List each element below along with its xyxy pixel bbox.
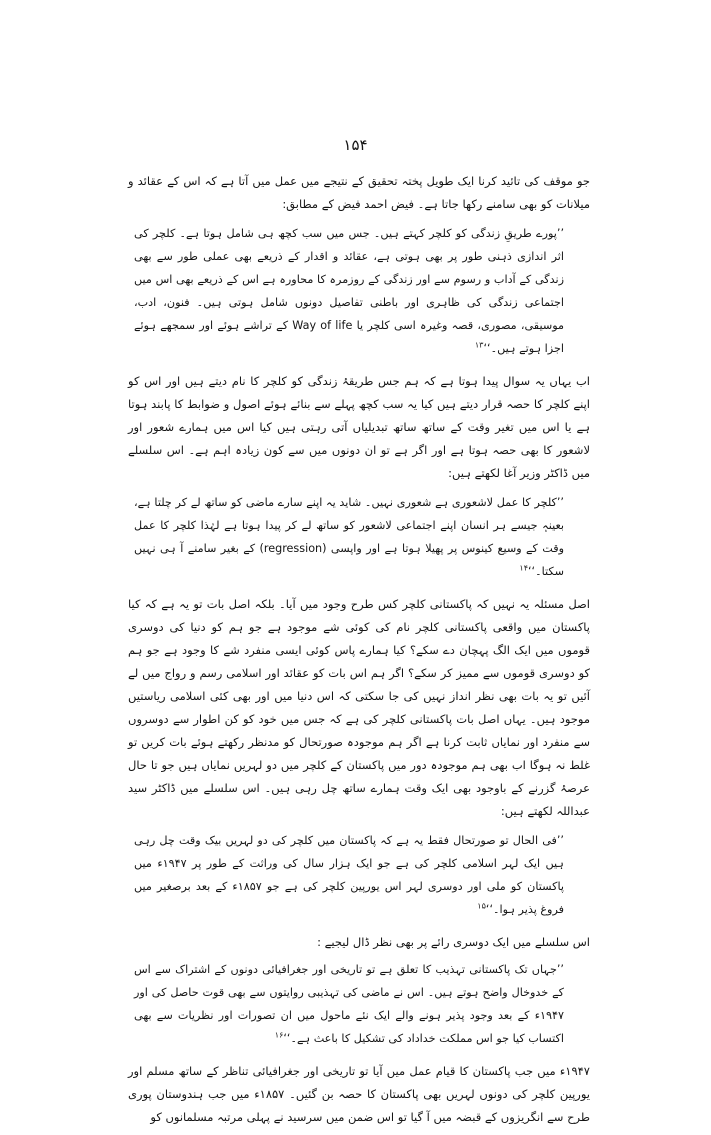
- paragraph-text: ’’جہاں تک پاکستانی تہذیب کا تعلق ہے تو تاریخی اور جغرافیائی دونوں کے اشتراک سے اس کے خدوخال واضح ہوتے ہیں۔ اس نے ماضی کی تہذیبی روایتوں سے بھی قوت حاصل کی اور ۱۹۴۷ء کے بعد وجود پذیر ہونے والے ایک نئے ماحول میں ان تصورات اور نظریات سے بھی اکتساب کیا جو اس مملکت خداداد کی تشکیل کا باعث ہے۔‘‘: [134, 963, 564, 1045]
- block-quote: [134, 829, 564, 921]
- paragraph: [128, 593, 590, 823]
- paragraph-text: اب یہاں یہ سوال پیدا ہوتا ہے کہ ہم جس طریقۂ زندگی کو کلچر کا نام دیتے ہیں اور اس کو اپنے کلچر کا حصہ قرار دیتے ہیں کیا یہ سب کچھ پہلے سے بنائے ہوئے اصول و ضوابط کا پابند ہوتا ہے یا اس میں تغیر وقت کے ساتھ ساتھ تبدیلیاں آتی رہتی ہیں کیا اس میں ہمارے شعور اور لاشعور کا بھی حصہ ہوتا ہے اور اگر ہے تو ان دونوں میں سے کون زیادہ اہم ہے۔ اس سلسلے میں ڈاکٹر وزیر آغا لکھتے ہیں:: [128, 374, 590, 480]
- footnote-reference: ۱۶: [274, 1030, 284, 1040]
- footnote-reference: ۱۴: [519, 563, 528, 573]
- block-quote: [134, 958, 564, 1050]
- block-quote: [134, 222, 564, 360]
- paragraph-text: ’’پورے طریقِ زندگی کو کلچر کہتے ہیں۔ جس میں سب کچھ ہی شامل ہوتا ہے۔ کلچر کی اثر اندازی ذہنی طور پر بھی ہوتی ہے، عقائد و اقدار کے ذریعے بھی عملی طور سے بھی زندگی کے آداب و رسوم سے اور زندگی کے روزمرہ کا محاورہ ہے اس کے ذریعے بھی اس میں اجتماعی زندگی کی ظاہری اور باطنی تفاصیل دونوں شامل ہوتی ہیں۔ فنون، ادب، موسیقی، مصوری، قصہ وغیرہ اسی کلچر یا Way of life کے تراشے ہوئے اور سمجھے ہوئے اجزا ہوتے ہیں۔‘‘: [134, 227, 564, 355]
- paragraph-text: اصل مسئلہ یہ نہیں کہ پاکستانی کلچر کس طرح وجود میں آیا۔ بلکہ اصل بات تو یہ ہے کہ کیا پاکستان میں واقعی پاکستانی کلچر نام کی کوئی شے موجود ہے جو ہم کو دنیا کی دوسری قوموں میں ایک الگ پہچان دے سکے؟ کیا ہمارے پاس کوئی ایسی منفرد شے کا وجود ہے جو ہم کو دوسری قوموں سے ممیز کر سکے؟ اگر ہم اس بات کو عقائد اور اسلامی رسم و رواج میں لے آئیں تو یہ بات بھی نظر انداز نہیں کی جا سکتی کہ اس دنیا میں اور بھی کئی اسلامی ریاستیں موجود ہیں۔ یہاں اصل بات پاکستانی کلچر کی ہے کہ جس میں خود کو کن اطوار سے دوسروں سے منفرد اور نمایاں ثابت کرنا ہے اگر ہم موجودہ صورتحال کو مدنظر رکھتے ہوئے بات کریں تو غلط نہ ہوگا اب بھی ہم موجودہ دور میں پاکستان کے کلچر میں دو لہریں نمایاں ہیں جو تا حال عرصۂ گزرنے کے باوجود بھی ایک وقت ہمارے ساتھ چل رہی ہیں۔ اس سلسلے میں ڈاکٹر سید عبداللہ لکھتے ہیں:: [128, 597, 590, 818]
- paragraph: [128, 370, 590, 485]
- footnote-reference: ۱۳: [474, 340, 484, 350]
- block-quote: [134, 491, 564, 583]
- paragraph-text: ۱۹۴۷ء میں جب پاکستان کا قیام عمل میں آیا تو تاریخی اور جغرافیائی تناظر کے ساتھ مسلم اور یورپین کلچر کی دونوں لہریں بھی پاکستان کا حصہ بن گئیں۔ ۱۸۵۷ء میں جب ہندوستان پوری طرح سے انگریزوں کے قبضہ میں آ گیا تو اس ضمن میں سرسید نے پہلی مرتبہ مسلمانوں کو: [128, 1064, 590, 1124]
- footnote-reference: ۱۵: [477, 901, 486, 911]
- paragraph-text: اس سلسلے میں ایک دوسری رائے پر بھی نظر ڈال لیجیے :: [317, 935, 590, 949]
- paragraph-text: ’’کلچر کا عمل لاشعوری ہے شعوری نہیں۔ شاید یہ اپنے سارے ماضی کو ساتھ لے کر چلتا ہے، بعینہٖ جیسے ہر انسان اپنے اجتماعی لاشعور کو ساتھ لے کر پیدا ہوتا ہے لہٰذا کلچر کا عمل وقت کے وسیع کینوس پر پھیلا ہوتا ہے اور واپسی (regression) کے بغیر سامنے آ ہی نہیں سکتا۔‘‘: [134, 496, 564, 578]
- lead-in-line: [128, 931, 590, 954]
- page-number: ۱۵۴: [343, 136, 368, 154]
- paragraph: [128, 1060, 590, 1129]
- paragraph-text: جو موقف کی تائید کرنا ایک طویل پختہ تحقیق کے نتیجے میں عمل میں آتا ہے کہ اس کے عقائد و میلانات کو بھی سامنے رکھا جاتا ہے۔ فیض احمد فیض کے مطابق:: [128, 174, 590, 211]
- body-text: [128, 170, 590, 1135]
- paragraph-text: ’’فی الحال تو صورتحال فقط یہ ہے کہ پاکستان میں کلچر کی دو لہریں بیک وقت چل رہی ہیں ایک لہر اسلامی کلچر کی ہے جو ایک ہزار سال کی وراثت کے طور پر ۱۹۴۷ء میں پاکستان کو ملی اور دوسری لہر اس یورپین کلچر کی ہے جو ۱۸۵۷ء کے بعد برصغیر میں فروغ پذیر ہوا۔‘‘: [134, 834, 564, 916]
- paragraph: [128, 170, 590, 216]
